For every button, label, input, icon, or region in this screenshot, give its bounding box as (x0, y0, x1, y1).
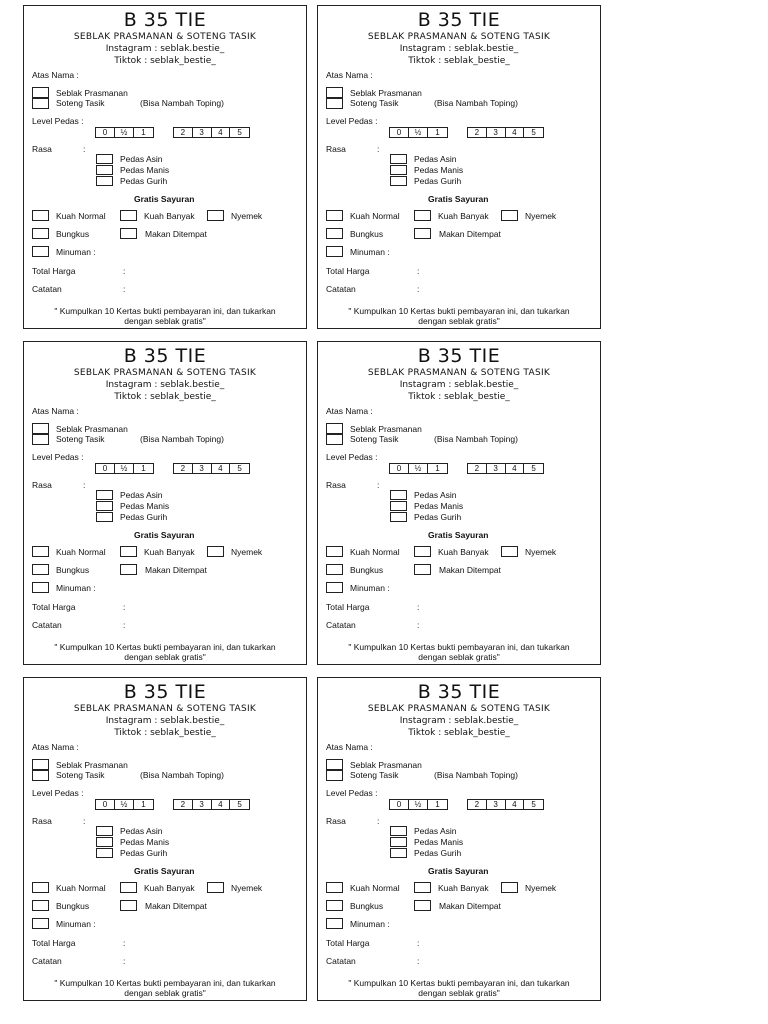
level-option[interactable]: 2 (468, 128, 487, 137)
nyemek-label: Nyemek (525, 883, 557, 893)
level-pedas-label: Level Pedas : (326, 788, 378, 798)
level-pedas-label: Level Pedas : (326, 116, 378, 126)
minuman-label: Minuman : (350, 583, 390, 593)
makan-ditempat-label: Makan Ditempat (145, 229, 207, 239)
order-card (317, 341, 601, 665)
rasa-manis-checkbox[interactable] (390, 165, 407, 175)
footer-line-2: dengan seblak gratis" (418, 988, 500, 998)
nyemek-label: Nyemek (231, 211, 263, 221)
level-option[interactable]: 2 (468, 800, 487, 809)
soteng-tasik-checkbox[interactable] (32, 770, 49, 781)
total-harga-label: Total Harga (32, 938, 76, 948)
seblak-prasmanan-checkbox[interactable] (326, 423, 343, 434)
makan-ditempat-label: Makan Ditempat (439, 565, 501, 575)
shop-title: B 35 TIE (417, 9, 501, 31)
rasa-manis-checkbox[interactable] (390, 837, 407, 847)
kuah-normal-checkbox[interactable] (32, 882, 49, 893)
catatan-label: Catatan (32, 284, 62, 294)
kuah-normal-label: Kuah Normal (350, 547, 400, 557)
nyemek-checkbox[interactable] (501, 882, 518, 893)
catatan-colon: : (417, 284, 420, 294)
footer-note (24, 306, 306, 326)
seblak-prasmanan-checkbox[interactable] (326, 87, 343, 98)
kuah-normal-checkbox[interactable] (326, 546, 343, 557)
rasa-manis-label: Pedas Manis (120, 837, 170, 847)
tiktok-handle: Tiktok : seblak_bestie_ (114, 392, 216, 402)
level-high-group (173, 799, 250, 810)
atas-nama-label: Atas Nama : (326, 70, 373, 80)
minuman-checkbox[interactable] (32, 246, 49, 257)
makan-ditempat-checkbox[interactable] (414, 228, 431, 239)
level-option[interactable]: 0 (390, 800, 409, 809)
kuah-banyak-label: Kuah Banyak (438, 883, 489, 893)
footer-line-2: dengan seblak gratis" (418, 316, 500, 326)
order-card (23, 341, 307, 665)
kuah-normal-label: Kuah Normal (56, 547, 106, 557)
level-option[interactable]: 3 (487, 128, 506, 137)
total-harga-label: Total Harga (326, 938, 370, 948)
footer-line-1: " Kumpulkan 10 Kertas bukti pembayaran ini, dan tukarkan (54, 642, 276, 652)
rasa-gurih-checkbox[interactable] (390, 176, 407, 186)
kuah-normal-checkbox[interactable] (326, 210, 343, 221)
total-harga-label: Total Harga (326, 266, 370, 276)
menu-soteng-label: Soteng Tasik (56, 770, 105, 780)
catatan-colon: : (123, 620, 126, 630)
catatan-colon: : (123, 956, 126, 966)
level-option[interactable]: 0 (390, 128, 409, 137)
tiktok-handle: Tiktok : seblak_bestie_ (408, 56, 510, 66)
soteng-tasik-checkbox[interactable] (326, 770, 343, 781)
level-high-group (467, 799, 544, 810)
atas-nama-label: Atas Nama : (32, 742, 79, 752)
footer-line-2: dengan seblak gratis" (124, 652, 206, 662)
rasa-colon: : (83, 480, 86, 490)
minuman-checkbox[interactable] (32, 582, 49, 593)
menu-note: (Bisa Nambah Toping) (140, 98, 224, 108)
minuman-label: Minuman : (350, 919, 390, 929)
footer-note (318, 642, 600, 662)
rasa-gurih-label: Pedas Gurih (414, 512, 462, 522)
kuah-banyak-label: Kuah Banyak (144, 883, 195, 893)
bungkus-label: Bungkus (350, 901, 384, 911)
gratis-sayuran-heading: Gratis Sayuran (428, 530, 489, 540)
order-card (23, 5, 307, 329)
level-option[interactable]: 4 (212, 128, 231, 137)
rasa-gurih-label: Pedas Gurih (414, 176, 462, 186)
level-low-group (389, 463, 448, 474)
order-card (317, 677, 601, 1001)
level-option[interactable]: 4 (506, 464, 525, 473)
level-high-group (173, 127, 250, 138)
menu-soteng-label: Soteng Tasik (56, 98, 105, 108)
level-option[interactable]: 3 (193, 464, 212, 473)
makan-ditempat-checkbox[interactable] (414, 900, 431, 911)
makan-ditempat-label: Makan Ditempat (145, 901, 207, 911)
seblak-prasmanan-checkbox[interactable] (32, 759, 49, 770)
tiktok-handle: Tiktok : seblak_bestie_ (114, 56, 216, 66)
rasa-asin-label: Pedas Asin (120, 826, 163, 836)
kuah-normal-label: Kuah Normal (56, 883, 106, 893)
rasa-asin-label: Pedas Asin (414, 826, 457, 836)
rasa-label: Rasa (32, 144, 52, 154)
rasa-manis-label: Pedas Manis (120, 165, 170, 175)
level-option[interactable]: 3 (193, 800, 212, 809)
kuah-normal-checkbox[interactable] (32, 210, 49, 221)
total-harga-colon: : (417, 602, 420, 612)
bungkus-label: Bungkus (56, 565, 90, 575)
total-harga-label: Total Harga (326, 602, 370, 612)
level-option[interactable]: 1 (141, 464, 146, 473)
level-option[interactable]: 5 (237, 800, 242, 809)
total-harga-label: Total Harga (32, 602, 76, 612)
level-option[interactable]: ½ (409, 800, 428, 809)
kuah-banyak-checkbox[interactable] (414, 210, 431, 221)
atas-nama-label: Atas Nama : (326, 742, 373, 752)
instagram-handle: Instagram : seblak.bestie_ (105, 44, 225, 54)
level-low-group (95, 127, 154, 138)
menu-soteng-label: Soteng Tasik (56, 434, 105, 444)
makan-ditempat-checkbox[interactable] (120, 564, 137, 575)
rasa-gurih-checkbox[interactable] (390, 512, 407, 522)
instagram-handle: Instagram : seblak.bestie_ (399, 380, 519, 390)
gratis-sayuran-heading: Gratis Sayuran (134, 194, 195, 204)
total-harga-colon: : (417, 266, 420, 276)
rasa-asin-checkbox[interactable] (390, 154, 407, 164)
total-harga-colon: : (123, 266, 126, 276)
kuah-normal-checkbox[interactable] (326, 882, 343, 893)
footer-line-2: dengan seblak gratis" (418, 652, 500, 662)
kuah-banyak-label: Kuah Banyak (438, 547, 489, 557)
rasa-gurih-label: Pedas Gurih (120, 848, 168, 858)
bungkus-checkbox[interactable] (32, 228, 49, 239)
rasa-asin-checkbox[interactable] (96, 826, 113, 836)
catatan-colon: : (123, 284, 126, 294)
rasa-label: Rasa (326, 144, 346, 154)
shop-title: B 35 TIE (123, 345, 207, 367)
footer-note (318, 306, 600, 326)
level-option[interactable]: ½ (115, 128, 134, 137)
minuman-checkbox[interactable] (326, 246, 343, 257)
kuah-normal-label: Kuah Normal (350, 211, 400, 221)
rasa-colon: : (83, 816, 86, 826)
nyemek-checkbox[interactable] (501, 546, 518, 557)
rasa-colon: : (377, 144, 380, 154)
kuah-banyak-checkbox[interactable] (120, 546, 137, 557)
shop-subtitle: SEBLAK PRASMANAN & SOTENG TASIK (73, 32, 257, 42)
level-option[interactable]: 4 (212, 464, 231, 473)
rasa-label: Rasa (326, 816, 346, 826)
level-option[interactable]: 3 (487, 464, 506, 473)
footer-line-2: dengan seblak gratis" (124, 988, 206, 998)
level-option[interactable]: 2 (174, 128, 193, 137)
footer-line-1: " Kumpulkan 10 Kertas bukti pembayaran ini, dan tukarkan (54, 978, 276, 988)
level-pedas-label: Level Pedas : (326, 452, 378, 462)
menu-seblak-label: Seblak Prasmanan (56, 424, 128, 434)
level-option[interactable]: 0 (96, 128, 115, 137)
rasa-gurih-label: Pedas Gurih (414, 848, 462, 858)
level-option[interactable]: ½ (409, 128, 428, 137)
level-low-group (389, 127, 448, 138)
level-high-group (467, 463, 544, 474)
kuah-banyak-checkbox[interactable] (414, 882, 431, 893)
bungkus-label: Bungkus (56, 901, 90, 911)
rasa-gurih-checkbox[interactable] (390, 848, 407, 858)
level-option[interactable]: 5 (237, 464, 242, 473)
gratis-sayuran-heading: Gratis Sayuran (134, 866, 195, 876)
catatan-label: Catatan (326, 620, 356, 630)
rasa-asin-label: Pedas Asin (414, 154, 457, 164)
rasa-manis-label: Pedas Manis (414, 837, 464, 847)
tiktok-handle: Tiktok : seblak_bestie_ (408, 392, 510, 402)
minuman-label: Minuman : (56, 247, 96, 257)
kuah-normal-label: Kuah Normal (350, 883, 400, 893)
kuah-banyak-label: Kuah Banyak (438, 211, 489, 221)
minuman-checkbox[interactable] (32, 918, 49, 929)
seblak-prasmanan-checkbox[interactable] (32, 87, 49, 98)
rasa-asin-checkbox[interactable] (390, 826, 407, 836)
catatan-label: Catatan (32, 956, 62, 966)
rasa-asin-checkbox[interactable] (390, 490, 407, 500)
rasa-asin-label: Pedas Asin (120, 154, 163, 164)
bungkus-checkbox[interactable] (326, 228, 343, 239)
rasa-asin-checkbox[interactable] (96, 490, 113, 500)
level-option[interactable]: 3 (487, 800, 506, 809)
level-option[interactable]: 1 (435, 800, 440, 809)
level-option[interactable]: 3 (193, 128, 212, 137)
shop-title: B 35 TIE (123, 681, 207, 703)
footer-line-1: " Kumpulkan 10 Kertas bukti pembayaran ini, dan tukarkan (348, 978, 570, 988)
level-option[interactable]: 1 (435, 128, 440, 137)
rasa-colon: : (83, 144, 86, 154)
nyemek-label: Nyemek (525, 211, 557, 221)
rasa-gurih-label: Pedas Gurih (120, 176, 168, 186)
kuah-normal-label: Kuah Normal (56, 211, 106, 221)
makan-ditempat-label: Makan Ditempat (439, 229, 501, 239)
rasa-manis-label: Pedas Manis (414, 501, 464, 511)
footer-line-1: " Kumpulkan 10 Kertas bukti pembayaran ini, dan tukarkan (348, 306, 570, 316)
menu-soteng-label: Soteng Tasik (350, 98, 399, 108)
shop-subtitle: SEBLAK PRASMANAN & SOTENG TASIK (367, 368, 551, 378)
menu-seblak-label: Seblak Prasmanan (56, 760, 128, 770)
catatan-label: Catatan (32, 620, 62, 630)
bungkus-checkbox[interactable] (32, 564, 49, 575)
level-option[interactable]: 0 (96, 464, 115, 473)
level-low-group (95, 799, 154, 810)
rasa-label: Rasa (32, 480, 52, 490)
shop-subtitle: SEBLAK PRASMANAN & SOTENG TASIK (367, 704, 551, 714)
instagram-handle: Instagram : seblak.bestie_ (105, 716, 225, 726)
gratis-sayuran-heading: Gratis Sayuran (428, 194, 489, 204)
menu-seblak-label: Seblak Prasmanan (350, 424, 422, 434)
level-option[interactable]: ½ (115, 464, 134, 473)
minuman-checkbox[interactable] (326, 918, 343, 929)
soteng-tasik-checkbox[interactable] (32, 434, 49, 445)
seblak-prasmanan-checkbox[interactable] (32, 423, 49, 434)
rasa-label: Rasa (32, 816, 52, 826)
level-option[interactable]: 1 (435, 464, 440, 473)
rasa-manis-checkbox[interactable] (96, 501, 113, 511)
bungkus-checkbox[interactable] (326, 900, 343, 911)
makan-ditempat-checkbox[interactable] (414, 564, 431, 575)
shop-subtitle: SEBLAK PRASMANAN & SOTENG TASIK (367, 32, 551, 42)
rasa-colon: : (377, 480, 380, 490)
makan-ditempat-label: Makan Ditempat (145, 565, 207, 575)
level-option[interactable]: 5 (531, 128, 536, 137)
menu-note: (Bisa Nambah Toping) (140, 434, 224, 444)
catatan-label: Catatan (326, 284, 356, 294)
rasa-manis-label: Pedas Manis (120, 501, 170, 511)
minuman-label: Minuman : (56, 919, 96, 929)
soteng-tasik-checkbox[interactable] (32, 98, 49, 109)
menu-seblak-label: Seblak Prasmanan (56, 88, 128, 98)
instagram-handle: Instagram : seblak.bestie_ (105, 380, 225, 390)
rasa-manis-label: Pedas Manis (414, 165, 464, 175)
level-pedas-label: Level Pedas : (32, 452, 84, 462)
level-high-group (467, 127, 544, 138)
level-pedas-label: Level Pedas : (32, 788, 84, 798)
order-card (317, 5, 601, 329)
menu-soteng-label: Soteng Tasik (350, 434, 399, 444)
atas-nama-label: Atas Nama : (32, 70, 79, 80)
soteng-tasik-checkbox[interactable] (326, 98, 343, 109)
nyemek-label: Nyemek (231, 883, 263, 893)
atas-nama-label: Atas Nama : (326, 406, 373, 416)
seblak-prasmanan-checkbox[interactable] (326, 759, 343, 770)
level-option[interactable]: 4 (506, 128, 525, 137)
nyemek-checkbox[interactable] (207, 210, 224, 221)
minuman-label: Minuman : (350, 247, 390, 257)
kuah-banyak-checkbox[interactable] (120, 882, 137, 893)
level-option[interactable]: 4 (506, 800, 525, 809)
gratis-sayuran-heading: Gratis Sayuran (428, 866, 489, 876)
kuah-banyak-label: Kuah Banyak (144, 211, 195, 221)
minuman-label: Minuman : (56, 583, 96, 593)
kuah-normal-checkbox[interactable] (32, 546, 49, 557)
instagram-handle: Instagram : seblak.bestie_ (399, 44, 519, 54)
shop-title: B 35 TIE (417, 681, 501, 703)
footer-note (318, 978, 600, 998)
total-harga-colon: : (123, 938, 126, 948)
atas-nama-label: Atas Nama : (32, 406, 79, 416)
level-low-group (389, 799, 448, 810)
level-option[interactable]: 4 (212, 800, 231, 809)
level-option[interactable]: 2 (174, 800, 193, 809)
level-option[interactable]: 2 (174, 464, 193, 473)
level-option[interactable]: 5 (237, 128, 242, 137)
level-option[interactable]: 1 (141, 128, 146, 137)
kuah-banyak-checkbox[interactable] (414, 546, 431, 557)
nyemek-label: Nyemek (525, 547, 557, 557)
rasa-asin-label: Pedas Asin (120, 490, 163, 500)
total-harga-colon: : (123, 602, 126, 612)
rasa-manis-checkbox[interactable] (390, 501, 407, 511)
rasa-gurih-checkbox[interactable] (96, 848, 113, 858)
shop-title: B 35 TIE (417, 345, 501, 367)
menu-soteng-label: Soteng Tasik (350, 770, 399, 780)
rasa-gurih-label: Pedas Gurih (120, 512, 168, 522)
footer-line-1: " Kumpulkan 10 Kertas bukti pembayaran ini, dan tukarkan (54, 306, 276, 316)
menu-seblak-label: Seblak Prasmanan (350, 760, 422, 770)
tiktok-handle: Tiktok : seblak_bestie_ (408, 728, 510, 738)
level-option[interactable]: ½ (409, 464, 428, 473)
order-card (23, 677, 307, 1001)
rasa-asin-checkbox[interactable] (96, 154, 113, 164)
gratis-sayuran-heading: Gratis Sayuran (134, 530, 195, 540)
rasa-manis-checkbox[interactable] (96, 837, 113, 847)
minuman-checkbox[interactable] (326, 582, 343, 593)
nyemek-checkbox[interactable] (207, 546, 224, 557)
level-option[interactable]: 1 (141, 800, 146, 809)
soteng-tasik-checkbox[interactable] (326, 434, 343, 445)
shop-title: B 35 TIE (123, 9, 207, 31)
bungkus-label: Bungkus (350, 565, 384, 575)
tiktok-handle: Tiktok : seblak_bestie_ (114, 728, 216, 738)
instagram-handle: Instagram : seblak.bestie_ (399, 716, 519, 726)
menu-seblak-label: Seblak Prasmanan (350, 88, 422, 98)
makan-ditempat-checkbox[interactable] (120, 900, 137, 911)
bungkus-checkbox[interactable] (32, 900, 49, 911)
nyemek-label: Nyemek (231, 547, 263, 557)
menu-note: (Bisa Nambah Toping) (434, 434, 518, 444)
catatan-colon: : (417, 620, 420, 630)
level-low-group (95, 463, 154, 474)
bungkus-label: Bungkus (56, 229, 90, 239)
level-option[interactable]: 5 (531, 464, 536, 473)
nyemek-checkbox[interactable] (207, 882, 224, 893)
shop-subtitle: SEBLAK PRASMANAN & SOTENG TASIK (73, 704, 257, 714)
total-harga-colon: : (417, 938, 420, 948)
catatan-colon: : (417, 956, 420, 966)
kuah-banyak-checkbox[interactable] (120, 210, 137, 221)
menu-note: (Bisa Nambah Toping) (434, 98, 518, 108)
level-pedas-label: Level Pedas : (32, 116, 84, 126)
rasa-colon: : (377, 816, 380, 826)
rasa-label: Rasa (326, 480, 346, 490)
footer-note (24, 642, 306, 662)
rasa-asin-label: Pedas Asin (414, 490, 457, 500)
rasa-gurih-checkbox[interactable] (96, 176, 113, 186)
level-option[interactable]: 2 (468, 464, 487, 473)
shop-subtitle: SEBLAK PRASMANAN & SOTENG TASIK (73, 368, 257, 378)
bungkus-label: Bungkus (350, 229, 384, 239)
makan-ditempat-label: Makan Ditempat (439, 901, 501, 911)
rasa-gurih-checkbox[interactable] (96, 512, 113, 522)
level-high-group (173, 463, 250, 474)
kuah-banyak-label: Kuah Banyak (144, 547, 195, 557)
menu-note: (Bisa Nambah Toping) (434, 770, 518, 780)
level-option[interactable]: ½ (115, 800, 134, 809)
total-harga-label: Total Harga (32, 266, 76, 276)
level-option[interactable]: 0 (96, 800, 115, 809)
rasa-manis-checkbox[interactable] (96, 165, 113, 175)
footer-line-2: dengan seblak gratis" (124, 316, 206, 326)
level-option[interactable]: 0 (390, 464, 409, 473)
footer-line-1: " Kumpulkan 10 Kertas bukti pembayaran ini, dan tukarkan (348, 642, 570, 652)
level-option[interactable]: 5 (531, 800, 536, 809)
makan-ditempat-checkbox[interactable] (120, 228, 137, 239)
footer-note (24, 978, 306, 998)
menu-note: (Bisa Nambah Toping) (140, 770, 224, 780)
bungkus-checkbox[interactable] (326, 564, 343, 575)
nyemek-checkbox[interactable] (501, 210, 518, 221)
catatan-label: Catatan (326, 956, 356, 966)
